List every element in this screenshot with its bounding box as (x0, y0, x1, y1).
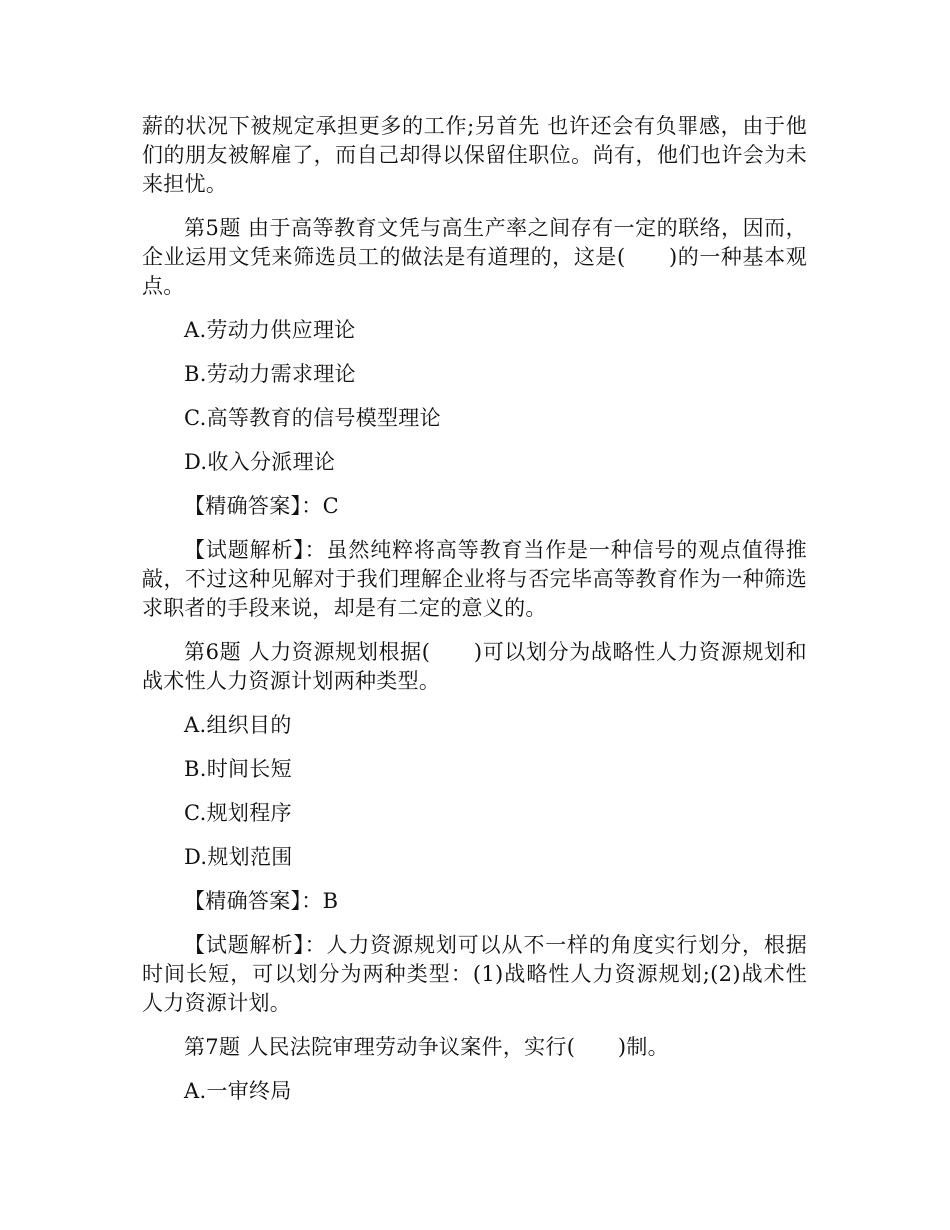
question-6-stem: 第6题 人力资源规划根据( )可以划分为战略性人力资源规划和战术性人力资源计划两种类型。 (142, 640, 807, 693)
intro-paragraph: 薪的状况下被规定承担更多的工作;另首先 也许还会有负罪感，由于他们的朋友被解雇了，而自己却得以保留住职位。尚有，他们也许会为未来担忧。 (142, 114, 807, 196)
question-5-option-c: C.高等教育的信号模型理论 (184, 406, 441, 430)
question-5-option-d: D.收入分派理论 (184, 450, 336, 474)
question-7-option-a: A.一审终局 (184, 1079, 292, 1103)
question-5-option-b: B.劳动力需求理论 (184, 362, 356, 386)
question-6-option-d: D.规划范围 (184, 845, 293, 869)
question-5-stem: 第5题 由于高等教育文凭与高生产率之间存有一定的联络，因而，企业运用文凭来筛选员工的做法是有道理的，这是( )的一种基本观点。 (142, 216, 807, 298)
question-5-option-a: A.劳动力供应理论 (184, 318, 356, 342)
question-6-answer: 【精确答案】：B (184, 889, 339, 913)
question-6-option-a: A.组织目的 (184, 713, 292, 737)
question-5-answer: 【精确答案】：C (184, 494, 339, 518)
question-6-option-c: C.规划程序 (184, 801, 292, 825)
question-5-analysis: 【试题解析】：虽然纯粹将高等教育当作是一种信号的观点值得推敲，不过这种见解对于我们理解企业将与否完毕高等教育作为一种筛选求职者的手段来说，却是有二定的意义的。 (142, 538, 807, 620)
question-6-analysis: 【试题解析】：人力资源规划可以从不一样的角度实行划分，根据时间长短，可以划分为两种类型：(1)战略性人力资源规划;(2)战术性人力资源计划。 (142, 933, 807, 1015)
question-6-option-b: B.时间长短 (184, 757, 292, 781)
document-page (142, 112, 807, 1121)
question-7-stem: 第7题 人民法院审理劳动争议案件，实行( )制。 (184, 1035, 669, 1059)
